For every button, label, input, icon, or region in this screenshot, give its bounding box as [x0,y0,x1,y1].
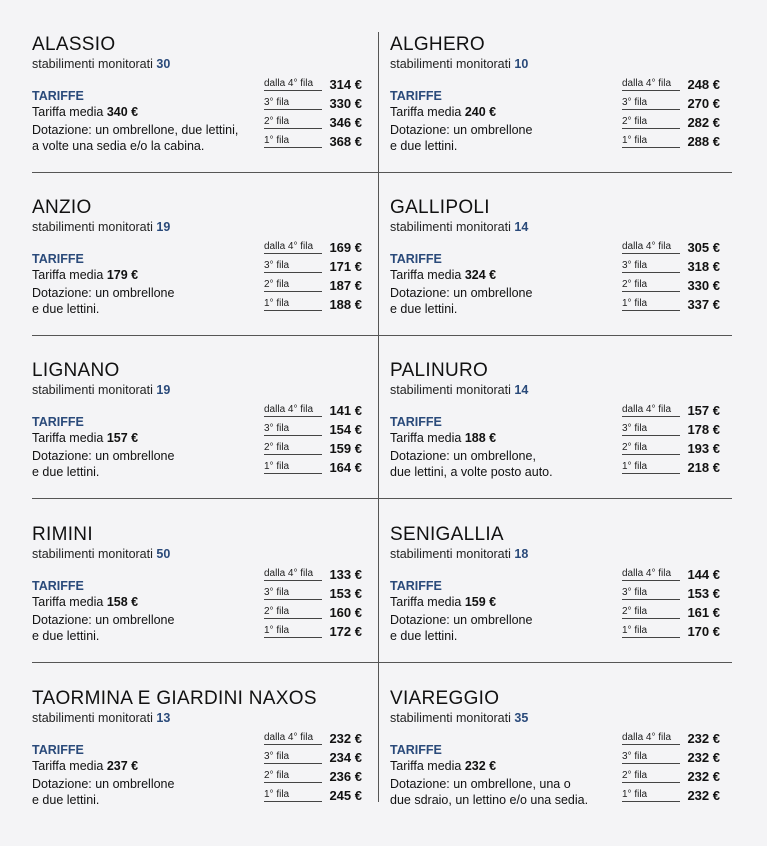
row-price: 232 € [687,788,720,803]
tariff-rows [264,77,362,153]
equipment-line: Dotazione: un ombrellone [390,123,533,137]
row-price: 171 € [329,259,362,274]
tariffe-heading: TARIFFE [390,743,442,757]
tariff-row [622,605,720,624]
row-label: 2° fila [622,442,680,455]
row-price: 188 € [329,297,362,312]
row-label: dalla 4° fila [264,404,322,417]
row-price: 330 € [329,96,362,111]
monitored-number: 50 [156,547,171,561]
row-label: 1° fila [264,135,322,148]
tariff-rows [622,77,720,153]
vertical-divider [378,32,379,802]
row-label: 1° fila [264,625,322,638]
tariff-row [264,96,362,115]
equipment-line: a volte una sedia e/o la cabina. [32,139,205,153]
equipment-line: e due lettini. [390,629,458,643]
row-label: 2° fila [264,770,322,783]
monitored-number: 10 [514,57,529,71]
tariff-row [264,134,362,153]
equipment-description [32,285,262,317]
row-label: 3° fila [264,97,322,110]
monitored-number: 35 [514,711,529,725]
monitored-number: 14 [514,383,529,397]
average-value: 159 € [464,595,497,609]
equipment-description [32,776,262,808]
row-label: 1° fila [264,789,322,802]
row-price: 187 € [329,278,362,293]
row-label: 1° fila [622,135,680,148]
row-label: dalla 4° fila [264,241,322,254]
location-name: ANZIO [32,197,92,218]
equipment-line: Dotazione: un ombrellone, una o [390,777,571,791]
location-card [390,358,730,518]
average-label: Tariffa media [390,595,462,609]
monitored-count [390,383,528,397]
equipment-description [32,122,262,154]
average-label: Tariffa media [390,759,462,773]
tariffe-heading: TARIFFE [32,579,84,593]
equipment-line: Dotazione: un ombrellone [390,613,533,627]
tariff-row [622,278,720,297]
tariff-row [264,115,362,134]
tariff-row [622,624,720,643]
location-card [32,195,372,355]
tariffe-heading: TARIFFE [390,89,442,103]
average-value: 232 € [464,759,497,773]
row-price: 218 € [687,460,720,475]
tariff-row [622,259,720,278]
tariff-row [622,422,720,441]
row-label: 3° fila [622,751,680,764]
tariff-row [622,750,720,769]
equipment-description [390,285,620,317]
tariff-row [622,586,720,605]
tariff-row [622,96,720,115]
tariffe-heading: TARIFFE [32,743,84,757]
tariffe-heading: TARIFFE [32,415,84,429]
row-label: 2° fila [264,279,322,292]
location-name: ALASSIO [32,34,116,55]
row-label: 1° fila [622,298,680,311]
tariff-rows [264,240,362,316]
tariff-row [622,731,720,750]
tariff-row [264,77,362,96]
location-name: GALLIPOLI [390,197,490,218]
equipment-line: Dotazione: un ombrellone [32,613,175,627]
row-price: 133 € [329,567,362,582]
tariff-grid [32,32,732,806]
location-card [390,686,730,846]
row-label: 1° fila [622,625,680,638]
monitored-count [32,220,170,234]
average-value: 158 € [106,595,139,609]
average-value: 324 € [464,268,497,282]
row-price: 282 € [687,115,720,130]
monitored-number: 19 [156,383,171,397]
equipment-line: e due lettini. [32,302,100,316]
tariff-rows [622,240,720,316]
tariff-row [264,605,362,624]
row-label: dalla 4° fila [264,568,322,581]
average-label: Tariffa media [390,431,462,445]
row-price: 248 € [687,77,720,92]
monitored-count [390,711,528,725]
row-price: 160 € [329,605,362,620]
row-price: 232 € [329,731,362,746]
equipment-description [32,448,262,480]
row-price: 234 € [329,750,362,765]
tariff-row [622,297,720,316]
row-price: 232 € [687,769,720,784]
tariff-row [264,788,362,807]
row-label: 2° fila [622,770,680,783]
row-price: 232 € [687,750,720,765]
monitored-count [32,547,170,561]
monitored-label: stabilimenti monitorati [390,711,511,725]
row-label: 2° fila [622,116,680,129]
row-label: dalla 4° fila [264,732,322,745]
monitored-label: stabilimenti monitorati [32,547,153,561]
tariff-row [622,240,720,259]
row-label: 3° fila [264,260,322,273]
row-label: 1° fila [264,461,322,474]
tariff-rows [264,567,362,643]
row-label: 2° fila [622,606,680,619]
average-label: Tariffa media [32,105,104,119]
tariff-row [622,567,720,586]
row-label: 1° fila [622,461,680,474]
location-name: PALINURO [390,360,489,381]
row-price: 159 € [329,441,362,456]
monitored-label: stabilimenti monitorati [32,711,153,725]
row-price: 170 € [687,624,720,639]
row-label: dalla 4° fila [622,241,680,254]
location-card [32,522,372,682]
average-tariff [32,268,138,282]
monitored-count [390,220,528,234]
monitored-number: 13 [156,711,171,725]
tariff-row [264,240,362,259]
tariff-row [264,441,362,460]
equipment-line: Dotazione: un ombrellone [32,777,175,791]
equipment-line: e due lettini. [390,139,458,153]
average-value: 340 € [106,105,139,119]
row-price: 346 € [329,115,362,130]
tariff-row [264,567,362,586]
location-name: RIMINI [32,524,93,545]
row-label: 2° fila [264,606,322,619]
location-name: LIGNANO [32,360,120,381]
tariffe-heading: TARIFFE [390,415,442,429]
row-price: 157 € [687,403,720,418]
equipment-line: Dotazione: un ombrellone, [390,449,536,463]
average-label: Tariffa media [32,268,104,282]
equipment-description [390,448,620,480]
row-price: 153 € [329,586,362,601]
tariff-row [264,769,362,788]
row-label: dalla 4° fila [622,404,680,417]
location-card [32,32,372,192]
tariffe-heading: TARIFFE [32,89,84,103]
tariff-row [264,460,362,479]
tariff-row [264,731,362,750]
location-card [390,32,730,192]
location-name: SENIGALLIA [390,524,504,545]
monitored-number: 18 [514,547,529,561]
row-price: 288 € [687,134,720,149]
tariff-row [264,750,362,769]
row-price: 236 € [329,769,362,784]
average-label: Tariffa media [32,431,104,445]
row-label: 3° fila [264,423,322,436]
equipment-description [390,122,620,154]
average-label: Tariffa media [32,759,104,773]
row-label: 3° fila [622,587,680,600]
row-label: 2° fila [264,442,322,455]
location-name: TAORMINA E GIARDINI NAXOS [32,688,317,709]
monitored-count [390,547,528,561]
average-label: Tariffa media [390,268,462,282]
tariff-rows [622,731,720,807]
location-card [390,522,730,682]
average-tariff [32,759,138,773]
row-price: 245 € [329,788,362,803]
equipment-line: Dotazione: un ombrellone [32,286,175,300]
average-value: 188 € [464,431,497,445]
row-price: 164 € [329,460,362,475]
location-card [32,358,372,518]
average-tariff [32,105,138,119]
tariff-row [264,624,362,643]
equipment-description [32,612,262,644]
average-value: 237 € [106,759,139,773]
equipment-description [390,612,620,644]
monitored-number: 30 [156,57,171,71]
monitored-count [32,711,170,725]
tariff-row [264,297,362,316]
monitored-number: 14 [514,220,529,234]
monitored-label: stabilimenti monitorati [390,383,511,397]
row-price: 153 € [687,586,720,601]
tariff-row [264,586,362,605]
tariff-row [264,422,362,441]
row-label: dalla 4° fila [264,78,322,91]
average-label: Tariffa media [32,595,104,609]
equipment-line: Dotazione: un ombrellone, due lettini, [32,123,239,137]
equipment-line: e due lettini. [32,793,100,807]
row-price: 337 € [687,297,720,312]
average-value: 240 € [464,105,497,119]
row-price: 169 € [329,240,362,255]
tariff-row [622,441,720,460]
average-tariff [390,759,496,773]
row-label: 3° fila [622,423,680,436]
equipment-line: Dotazione: un ombrellone [390,286,533,300]
monitored-label: stabilimenti monitorati [32,220,153,234]
monitored-label: stabilimenti monitorati [32,383,153,397]
monitored-label: stabilimenti monitorati [390,57,511,71]
row-label: 2° fila [264,116,322,129]
row-price: 270 € [687,96,720,111]
monitored-label: stabilimenti monitorati [32,57,153,71]
equipment-line: e due lettini. [390,302,458,316]
row-label: 3° fila [622,97,680,110]
tariff-rows [622,567,720,643]
tariffe-heading: TARIFFE [390,252,442,266]
monitored-number: 19 [156,220,171,234]
row-price: 161 € [687,605,720,620]
average-label: Tariffa media [390,105,462,119]
monitored-count [390,57,528,71]
equipment-line: Dotazione: un ombrellone [32,449,175,463]
row-price: 193 € [687,441,720,456]
row-price: 314 € [329,77,362,92]
tariff-row [264,403,362,422]
average-tariff [390,268,496,282]
average-tariff [32,431,138,445]
location-card [32,686,372,846]
tariff-rows [622,403,720,479]
average-tariff [390,595,496,609]
row-label: 2° fila [622,279,680,292]
row-label: 3° fila [264,751,322,764]
tariff-rows [264,731,362,807]
row-label: 1° fila [264,298,322,311]
monitored-count [32,57,170,71]
tariff-row [264,278,362,297]
tariff-row [622,403,720,422]
tariff-row [622,134,720,153]
row-price: 154 € [329,422,362,437]
monitored-label: stabilimenti monitorati [390,220,511,234]
tariff-row [622,77,720,96]
tariffe-heading: TARIFFE [390,579,442,593]
row-label: dalla 4° fila [622,568,680,581]
row-label: 1° fila [622,789,680,802]
row-price: 178 € [687,422,720,437]
row-price: 330 € [687,278,720,293]
tariff-row [622,769,720,788]
location-name: VIAREGGIO [390,688,500,709]
row-label: 3° fila [264,587,322,600]
tariffe-heading: TARIFFE [32,252,84,266]
row-price: 172 € [329,624,362,639]
row-price: 305 € [687,240,720,255]
row-price: 141 € [329,403,362,418]
tariff-row [264,259,362,278]
equipment-line: e due lettini. [32,465,100,479]
row-label: dalla 4° fila [622,732,680,745]
tariff-row [622,460,720,479]
average-tariff [390,431,496,445]
monitored-label: stabilimenti monitorati [390,547,511,561]
average-value: 157 € [106,431,139,445]
monitored-count [32,383,170,397]
row-price: 144 € [687,567,720,582]
row-price: 318 € [687,259,720,274]
location-name: ALGHERO [390,34,486,55]
tariff-row [622,115,720,134]
average-tariff [32,595,138,609]
equipment-line: e due lettini. [32,629,100,643]
average-value: 179 € [106,268,139,282]
row-price: 368 € [329,134,362,149]
row-price: 232 € [687,731,720,746]
row-label: dalla 4° fila [622,78,680,91]
equipment-line: due lettini, a volte posto auto. [390,465,553,479]
tariff-row [622,788,720,807]
location-card [390,195,730,355]
average-tariff [390,105,496,119]
row-label: 3° fila [622,260,680,273]
equipment-line: due sdraio, un lettino e/o una sedia. [390,793,589,807]
equipment-description [390,776,620,808]
tariff-rows [264,403,362,479]
